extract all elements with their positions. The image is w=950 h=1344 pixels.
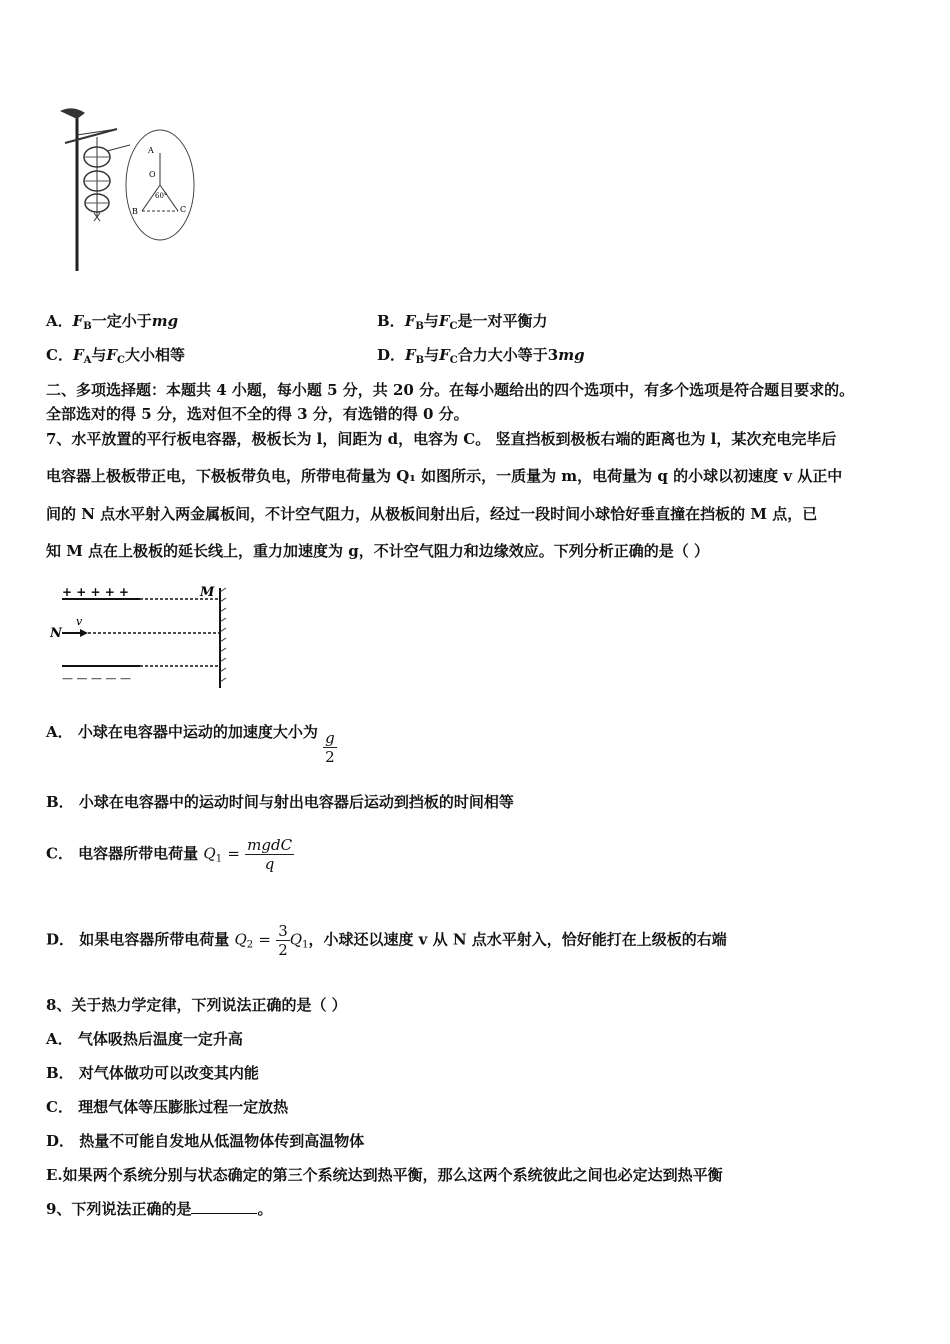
label-B: B (132, 207, 138, 216)
q7-stem-line1: 7、水平放置的平行板电容器，极板长为 l，间距为 d，电容为 C。 竖直挡板到极板右端的距离也为 l，某次充电完毕后 (46, 430, 837, 448)
q8-stem: 8、关于热力学定律，下列说法正确的是（ ） (46, 996, 347, 1014)
q6-option-d: D．$F_B$与$F_C$合力大小等于3mg (377, 346, 585, 366)
q8-option-b: B． 对气体做功可以改变其内能 (46, 1064, 259, 1082)
capacitor-figure (50, 580, 235, 690)
q6-option-a: A．$F_B$一定小于mg (46, 312, 179, 332)
q7-option-c: C． 电容器所带电荷量 $Q_1$ = $\frac{\text{mgdC}}{q}$ (46, 836, 293, 873)
label-angle: 60° (155, 192, 168, 200)
q8-option-a: A． 气体吸热后温度一定升高 (46, 1030, 243, 1048)
q7-stem-line4: 知 M 点在上极板的延长线上，重力加速度为 g，不计空气阻力和边缘效应。下列分析正确的是（ ） (46, 542, 709, 560)
q6-option-c: C．$F_A$与$F_C$大小相等 (46, 346, 186, 366)
q8-option-e: E.如果两个系统分别与状态确定的第三个系统达到热平衡，那么这两个系统彼此之间也必定达到热平衡 (46, 1166, 723, 1184)
section2-heading-line1: 二、多项选择题：本题共 4 小题，每小题 5 分，共 20 分。在每小题给出的四个选项中，有多个选项是符合题目要求的。 (46, 381, 855, 399)
label-N: N (50, 626, 62, 641)
q8-option-c: C． 理想气体等压膨胀过程一定放热 (46, 1098, 289, 1116)
label-M: M (200, 585, 215, 600)
q9-stem: 9、下列说法正确的是 。 (46, 1200, 273, 1218)
answer-blank[interactable] (191, 1199, 257, 1214)
q6-option-b: B．$F_B$与$F_C$是一对平衡力 (377, 312, 548, 332)
label-A: A (148, 146, 154, 155)
q7-option-a: A． 小球在电容器中运动的加速度大小为 $\frac{g}{2}$ (46, 723, 335, 766)
q7-stem-line2: 电容器上极板带正电，下极板带负电，所带电荷量为 Q₁ 如图所示，一质量为 m，电荷量为 q 的小球以初速度 v 从正中 (46, 467, 843, 485)
lantern-figure (55, 105, 200, 275)
minus-signs: — — — — — (62, 672, 131, 685)
label-C: C (180, 205, 187, 214)
label-v: v (76, 615, 83, 628)
q8-option-d: D． 热量不可能自发地从低温物体传到高温物体 (46, 1132, 365, 1150)
q7-option-d: D． 如果电容器所带电荷量 $Q_2$ = $\frac{3}{2}$ $Q_1$，小球还以速度 v 从 N 点水平射入，恰好能打在上级板的右端 (46, 922, 727, 959)
section2-heading-line2: 全部选对的得 5 分，选对但不全的得 3 分，有选错的得 0 分。 (46, 405, 469, 423)
q7-stem-line3: 间的 N 点水平射入两金属板间，不计空气阻力，从极板间射出后，经过一段时间小球恰好垂直撞在挡板的 M 点，已 (46, 505, 818, 523)
label-O: O (149, 170, 156, 179)
q7-option-b: B． 小球在电容器中的运动时间与射出电容器后运动到挡板的时间相等 (46, 793, 514, 811)
plus-signs: + + + + + (62, 585, 129, 599)
